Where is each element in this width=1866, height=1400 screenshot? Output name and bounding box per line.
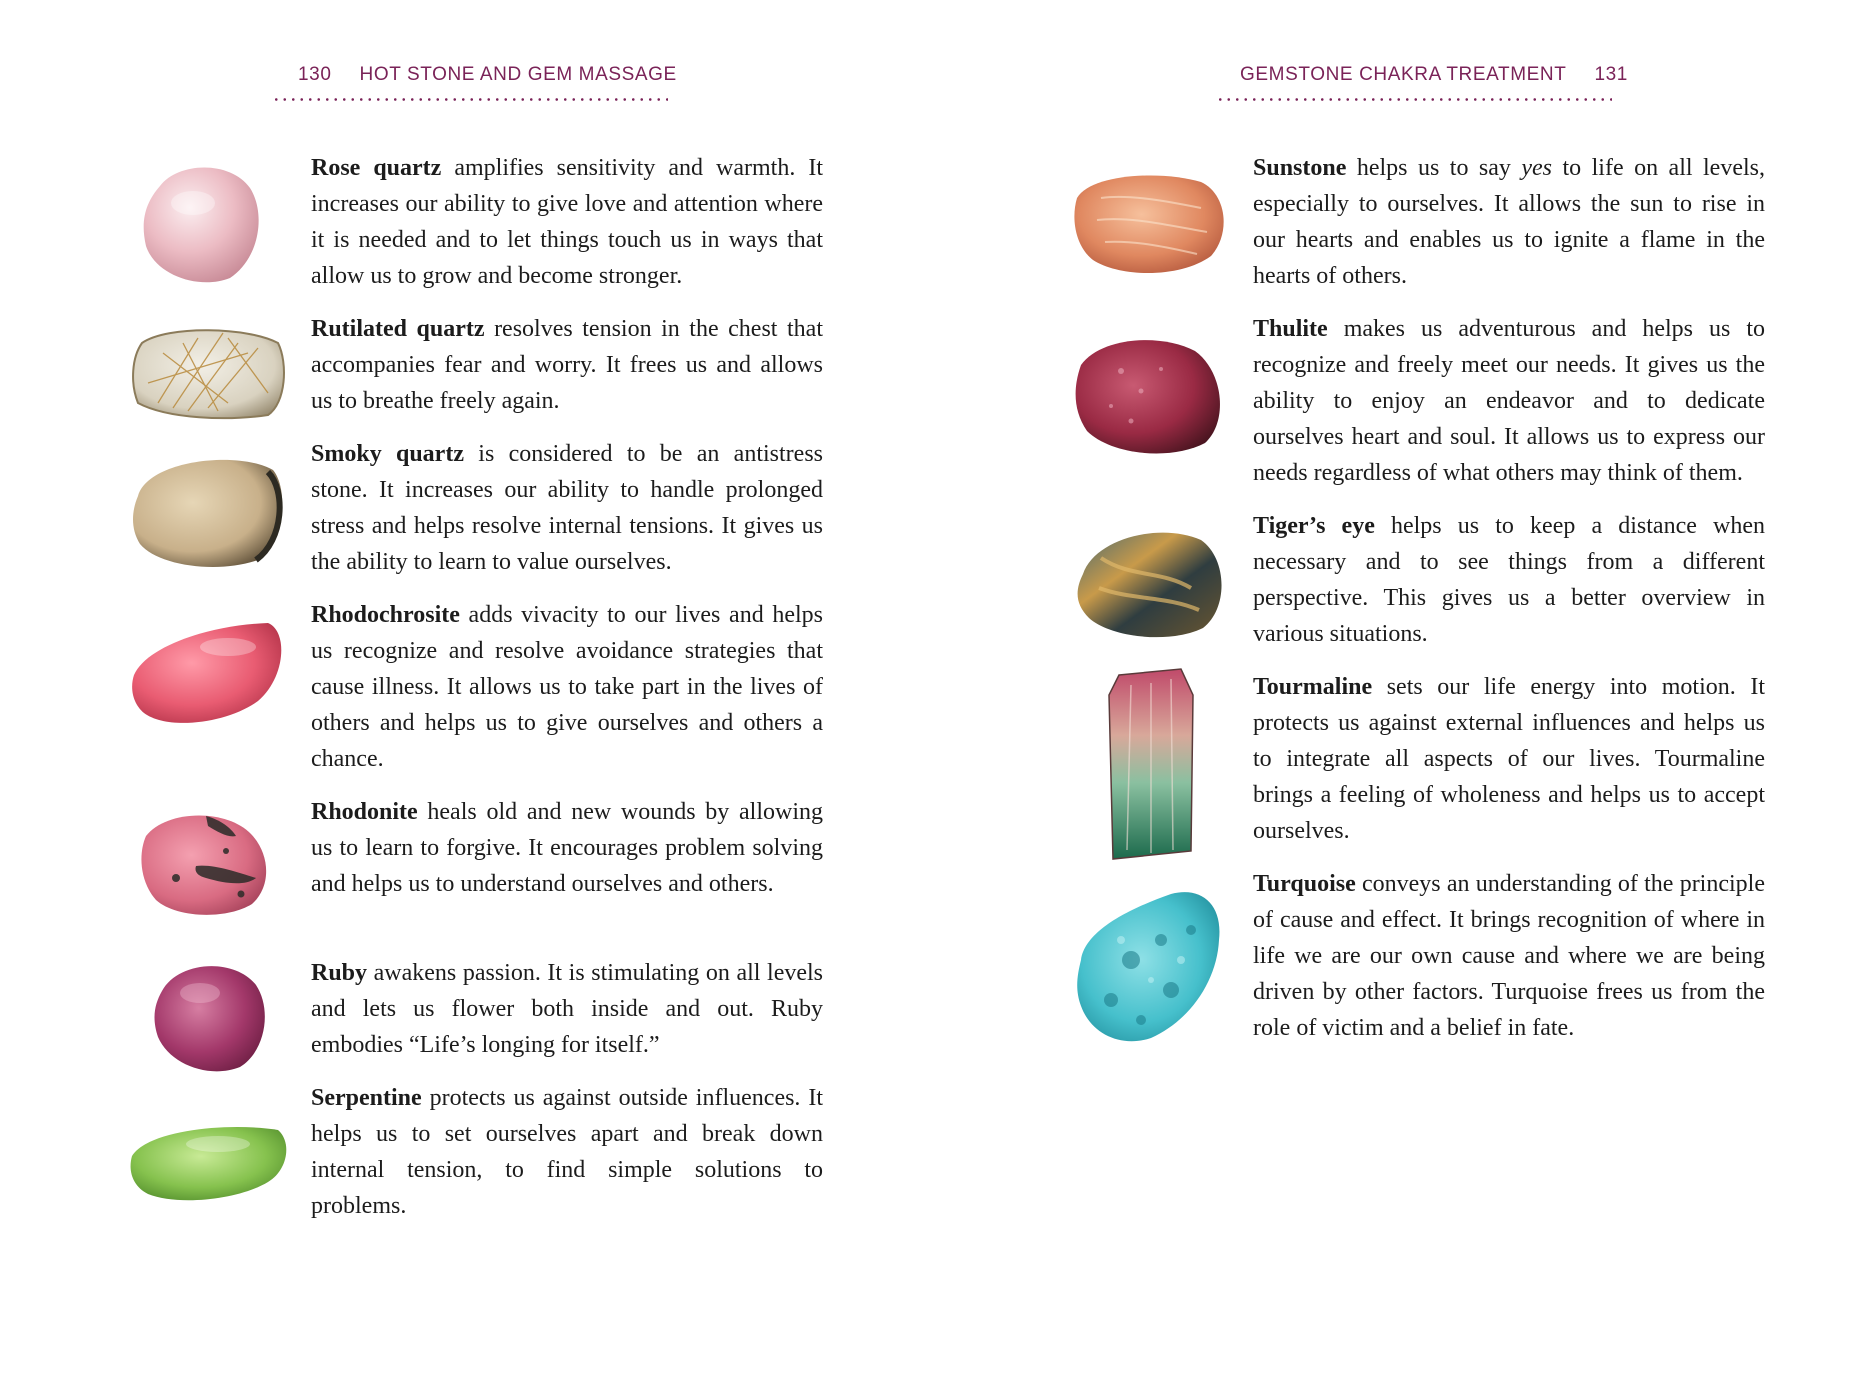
gem-name-rose-quartz: Rose quartz [311,155,442,181]
gem-name-tigers-eye: Tiger’s eye [1253,513,1375,539]
gem-name-thulite: Thulite [1253,316,1328,342]
gem-description-sunstone: Sunstone helps us to say yes to life on all levels, especially to ourselves. It allows the sun to rise in our hearts and enables us to ignite a flame in the hearts of others. [1253,155,1765,289]
thulite-stone-icon [1071,331,1231,461]
gem-name-serpentine: Serpentine [311,1085,422,1111]
gem-description-rhodonite: Rhodonite heals old and new wounds by allowing us to learn to forgive. It encourages problem solving and helps us to understand ourselves and others. [311,799,823,897]
page-number-left: 130 [298,64,332,85]
running-title-right: GEMSTONE CHAKRA TREATMENT [1240,64,1567,85]
rose-quartz-stone-icon [138,158,268,288]
gem-description-serpentine: Serpentine protects us against outside influences. It helps us to set ourselves apart and break down internal tension, to find simple solutions to problems. [311,1085,823,1219]
gem-name-rutilated-quartz: Rutilated quartz [311,316,485,342]
running-head-left [298,64,677,94]
gem-description-tourmaline: Tourmaline sets our life energy into motion. It protects us against external influences and helps us to integrate all aspects of our lives. Tourmaline brings a feeling of wholeness and helps us to accept ourselves. [1253,674,1765,844]
serpentine-stone-icon [128,1120,290,1206]
rutilated-quartz-stone-icon [128,323,288,423]
gem-name-tourmaline: Tourmaline [1253,674,1373,700]
gem-description-rhodochrosite: Rhodochrosite adds vivacity to our lives and helps us recognize and resolve avoidance strategies that cause illness. It allows us to take part in the lives of others and helps us to give ourselves and others a chance. [311,602,823,772]
tigers-eye-stone-icon [1071,518,1231,643]
tourmaline-crystal-icon [1101,665,1201,865]
emphasis-yes: yes [1521,155,1553,181]
gem-description-turquoise: Turquoise conveys an understanding of the principle of cause and effect. It brings recognition of where in life we are our own cause and where we are being driven by other factors. Turquoise frees us from the role of victim and a belief in fate. [1253,871,1765,1041]
gem-name-rhodonite: Rhodonite [311,799,418,825]
gem-name-ruby: Ruby [311,960,368,986]
dotted-rule-right [1216,98,1612,101]
gem-description-tigers-eye: Tiger’s eye helps us to keep a distance when necessary and to see things from a different perspective. This gives us a better overview in various situations. [1253,513,1765,647]
running-head-right [1240,64,1628,94]
rhodonite-stone-icon [136,806,276,921]
gem-description-rutilated-quartz: Rutilated quartz resolves tension in the chest that accompanies fear and worry. It frees us and allows us to breathe freely again. [311,316,823,414]
sunstone-stone-icon [1071,168,1231,280]
page-number-right: 131 [1594,64,1628,85]
gem-name-rhodochrosite: Rhodochrosite [311,602,460,628]
running-title-left: HOT STONE AND GEM MASSAGE [359,64,677,85]
gem-name-smoky-quartz: Smoky quartz [311,441,464,467]
rhodochrosite-stone-icon [128,617,288,732]
gem-description-thulite: Thulite makes us adventurous and helps us to recognize and freely meet our needs. It gives us the ability to enjoy an endeavor and to dedicate ourselves heart and soul. It allows us to express our needs regardless of what others may think of them. [1253,316,1765,486]
turquoise-stone-icon [1071,880,1231,1050]
gem-description-smoky-quartz: Smoky quartz is considered to be an antistress stone. It increases our ability to handle prolonged stress and helps resolve internal tensions. It gives us the ability to learn to value ourselves. [311,441,823,575]
gem-name-sunstone: Sunstone [1253,155,1347,181]
right-page [933,0,1866,1400]
gem-description-rose-quartz: Rose quartz amplifies sensitivity and warmth. It increases our ability to give love and attention where it is needed and to let things touch us in ways that allow us to grow and become stronger. [311,155,823,289]
gem-name-turquoise: Turquoise [1253,871,1356,897]
gem-description-ruby: Ruby awakens passion. It is stimulating on all levels and lets us flower both inside and out. Ruby embodies “Life’s longing for itself.” [311,960,823,1058]
ruby-stone-icon [150,955,270,1075]
smoky-quartz-stone-icon [128,448,288,573]
dotted-rule-left [272,98,668,101]
